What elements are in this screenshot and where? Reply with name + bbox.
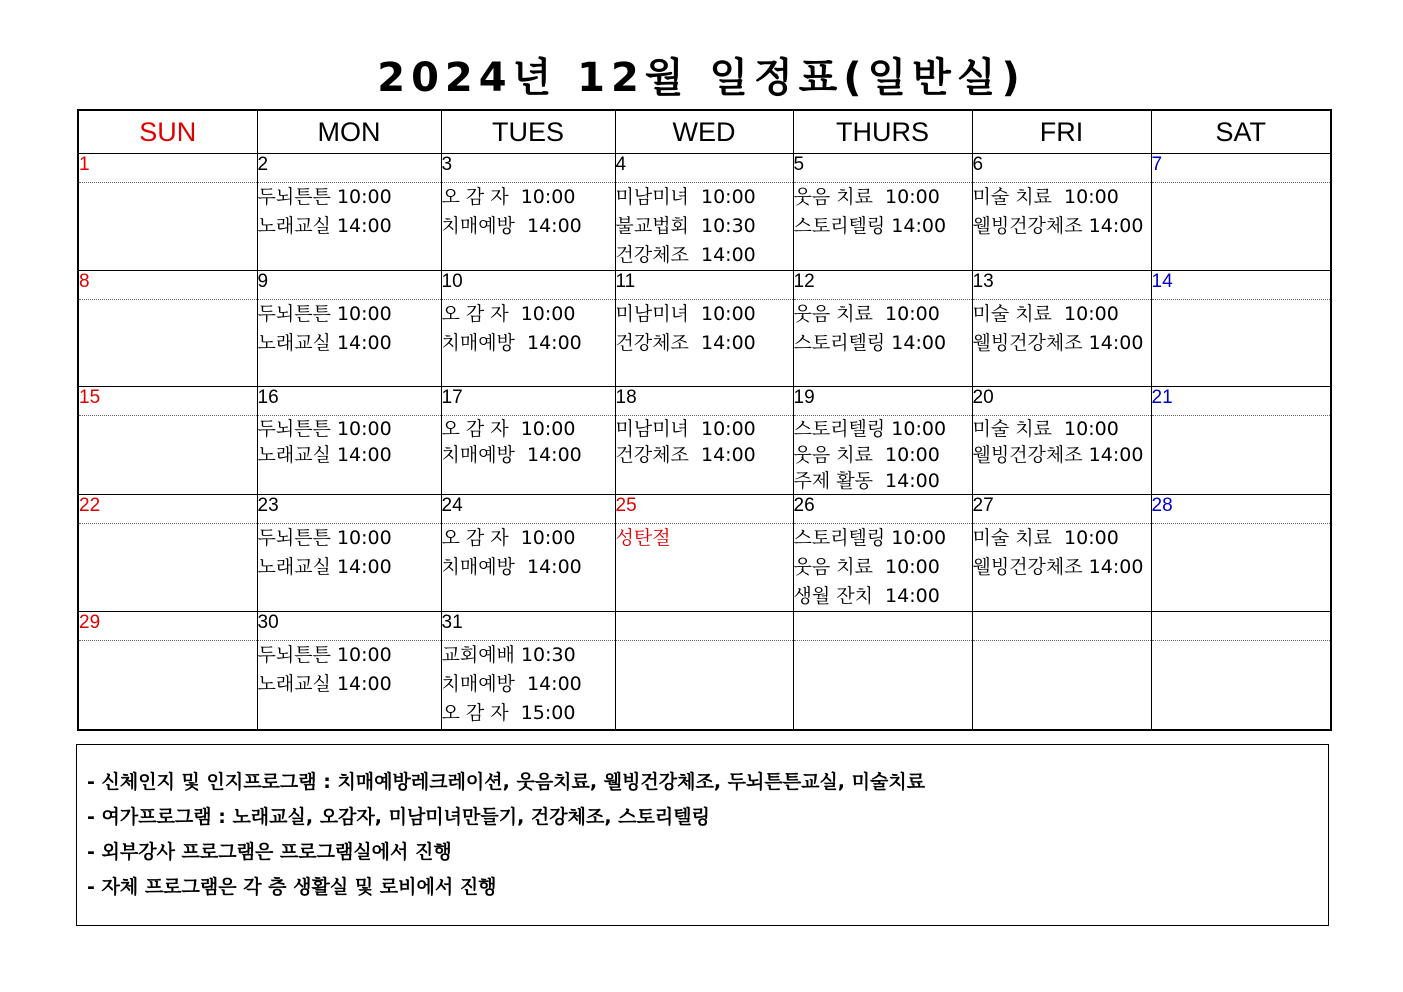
date-number: 27	[972, 495, 1151, 524]
activity-item: 웃음 치료 10:00	[793, 556, 940, 578]
date-number: 25	[615, 495, 793, 524]
activity-item: 스토리텔링 14:00	[793, 215, 947, 237]
note-item: - 신체인지 및 인지프로그램 : 치매예방레크레이션, 웃음치료, 웰빙건강체조, 두뇌튼튼교실, 미술치료	[87, 771, 926, 793]
weekday-header-fri: FRI	[972, 110, 1151, 154]
date-number: 2	[257, 154, 441, 183]
date-number: 16	[257, 387, 441, 416]
weekday-header-tue: TUES	[441, 110, 615, 154]
day-cell	[1151, 300, 1331, 387]
date-number: 19	[793, 387, 972, 416]
activity-item: 웃음 치료 10:00	[793, 186, 940, 208]
activity-row	[78, 524, 1331, 612]
activity-item: 건강체조 14:00	[615, 332, 756, 354]
activity-item: 오 감 자 10:00	[441, 527, 576, 549]
activity-item: 주제 활동 14:00	[793, 470, 940, 492]
day-cell	[615, 524, 793, 612]
date-number: 22	[78, 495, 257, 524]
activity-item: 치매예방 14:00	[441, 332, 582, 354]
day-cell	[257, 300, 441, 387]
date-number: 31	[441, 612, 615, 641]
date-number: 28	[1151, 495, 1331, 524]
activity-item: 건강체조 14:00	[615, 244, 756, 266]
activity-item: 두뇌튼튼 10:00	[257, 644, 392, 666]
date-number: 13	[972, 271, 1151, 300]
date-number: 1	[78, 154, 257, 183]
date-row	[78, 154, 1331, 183]
date-number: 30	[257, 612, 441, 641]
activity-item: 오 감 자 15:00	[441, 702, 576, 724]
date-number: 7	[1151, 154, 1331, 183]
weekday-header-thu: THURS	[793, 110, 972, 154]
activity-item: 스토리텔링 10:00	[793, 527, 947, 549]
calendar-body	[78, 154, 1331, 730]
activity-item: 미술 치료 10:00	[972, 418, 1119, 440]
activity-item: 미술 치료 10:00	[972, 186, 1119, 208]
date-number: 3	[441, 154, 615, 183]
date-number: 5	[793, 154, 972, 183]
activity-item: 치매예방 14:00	[441, 215, 582, 237]
date-number: 6	[972, 154, 1151, 183]
activity-item: 미남미녀 10:00	[615, 303, 756, 325]
activity-item: 웃음 치료 10:00	[793, 303, 940, 325]
weekday-header-mon: MON	[257, 110, 441, 154]
activity-item: 웰빙건강체조 14:00	[972, 556, 1144, 578]
activity-row	[78, 183, 1331, 271]
day-cell	[257, 183, 441, 271]
activity-item: 노래교실 14:00	[257, 556, 392, 578]
activity-item: 교회예배 10:30	[441, 644, 576, 666]
day-cell	[441, 524, 615, 612]
day-cell	[793, 183, 972, 271]
date-number: 9	[257, 271, 441, 300]
day-cell	[441, 416, 615, 495]
date-number: 18	[615, 387, 793, 416]
date-number: 20	[972, 387, 1151, 416]
activity-item: 오 감 자 10:00	[441, 186, 576, 208]
day-cell	[793, 524, 972, 612]
day-cell	[972, 300, 1151, 387]
activity-item: 오 감 자 10:00	[441, 418, 576, 440]
activity-item: 미남미녀 10:00	[615, 418, 756, 440]
activity-item: 치매예방 14:00	[441, 556, 582, 578]
date-number	[1151, 612, 1331, 641]
date-row	[78, 495, 1331, 524]
page-title: 2024년 12월 일정표(일반실)	[377, 55, 1026, 101]
date-number: 29	[78, 612, 257, 641]
activity-item: 생월 잔치 14:00	[793, 585, 940, 607]
date-number	[972, 612, 1151, 641]
day-cell	[1151, 641, 1331, 730]
day-cell	[78, 524, 257, 612]
day-cell	[257, 416, 441, 495]
calendar-table	[77, 109, 1332, 731]
activity-item: 치매예방 14:00	[441, 673, 582, 695]
date-number	[615, 612, 793, 641]
day-cell	[78, 300, 257, 387]
activity-item: 치매예방 14:00	[441, 444, 582, 466]
day-cell	[257, 524, 441, 612]
date-number: 11	[615, 271, 793, 300]
date-number: 4	[615, 154, 793, 183]
day-cell	[441, 300, 615, 387]
weekday-header-row	[78, 110, 1331, 154]
activity-item: 미술 치료 10:00	[972, 303, 1119, 325]
note-item: - 여가프로그램 : 노래교실, 오감자, 미남미녀만들기, 건강체조, 스토리텔링	[87, 806, 710, 828]
day-cell	[793, 416, 972, 495]
activity-item: 웰빙건강체조 14:00	[972, 444, 1144, 466]
day-cell	[441, 641, 615, 730]
day-cell	[972, 641, 1151, 730]
activity-item: 노래교실 14:00	[257, 673, 392, 695]
activity-item: 웰빙건강체조 14:00	[972, 215, 1144, 237]
weekday-header-sun: SUN	[78, 110, 257, 154]
date-number: 24	[441, 495, 615, 524]
activity-row	[78, 641, 1331, 730]
date-number: 14	[1151, 271, 1331, 300]
day-cell	[78, 641, 257, 730]
activity-item: 두뇌튼튼 10:00	[257, 186, 392, 208]
activity-item: 스토리텔링 14:00	[793, 332, 947, 354]
holiday-label: 성탄절	[615, 527, 671, 549]
activity-row	[78, 416, 1331, 495]
day-cell	[793, 641, 972, 730]
activity-item: 두뇌튼튼 10:00	[257, 418, 392, 440]
day-cell	[615, 416, 793, 495]
date-number: 15	[78, 387, 257, 416]
activity-item: 건강체조 14:00	[615, 444, 756, 466]
date-number: 26	[793, 495, 972, 524]
activity-item: 스토리텔링 10:00	[793, 418, 947, 440]
date-number: 10	[441, 271, 615, 300]
date-row	[78, 271, 1331, 300]
activity-item: 노래교실 14:00	[257, 332, 392, 354]
day-cell	[972, 524, 1151, 612]
day-cell	[78, 183, 257, 271]
note-item: - 자체 프로그램은 각 층 생활실 및 로비에서 진행	[87, 876, 497, 898]
day-cell	[441, 183, 615, 271]
day-cell	[78, 416, 257, 495]
date-number: 17	[441, 387, 615, 416]
day-cell	[615, 300, 793, 387]
date-number: 21	[1151, 387, 1331, 416]
day-cell	[1151, 524, 1331, 612]
date-row	[78, 612, 1331, 641]
date-row	[78, 387, 1331, 416]
activity-item: 웰빙건강체조 14:00	[972, 332, 1144, 354]
date-number: 23	[257, 495, 441, 524]
activity-row	[78, 300, 1331, 387]
date-number: 12	[793, 271, 972, 300]
notes-box	[76, 744, 1329, 926]
activity-item: 두뇌튼튼 10:00	[257, 527, 392, 549]
day-cell	[793, 300, 972, 387]
day-cell	[972, 416, 1151, 495]
activity-item: 불교법회 10:30	[615, 215, 756, 237]
day-cell	[615, 183, 793, 271]
day-cell	[257, 641, 441, 730]
date-number	[793, 612, 972, 641]
activity-item: 노래교실 14:00	[257, 215, 392, 237]
day-cell	[615, 641, 793, 730]
day-cell	[1151, 416, 1331, 495]
weekday-header-wed: WED	[615, 110, 793, 154]
day-cell	[972, 183, 1151, 271]
activity-item: 두뇌튼튼 10:00	[257, 303, 392, 325]
activity-item: 오 감 자 10:00	[441, 303, 576, 325]
activity-item: 노래교실 14:00	[257, 444, 392, 466]
day-cell	[1151, 183, 1331, 271]
weekday-header-sat: SAT	[1151, 110, 1331, 154]
note-item: - 외부강사 프로그램은 프로그램실에서 진행	[87, 841, 452, 863]
activity-item: 미남미녀 10:00	[615, 186, 756, 208]
date-number: 8	[78, 271, 257, 300]
activity-item: 미술 치료 10:00	[972, 527, 1119, 549]
activity-item: 웃음 치료 10:00	[793, 444, 940, 466]
